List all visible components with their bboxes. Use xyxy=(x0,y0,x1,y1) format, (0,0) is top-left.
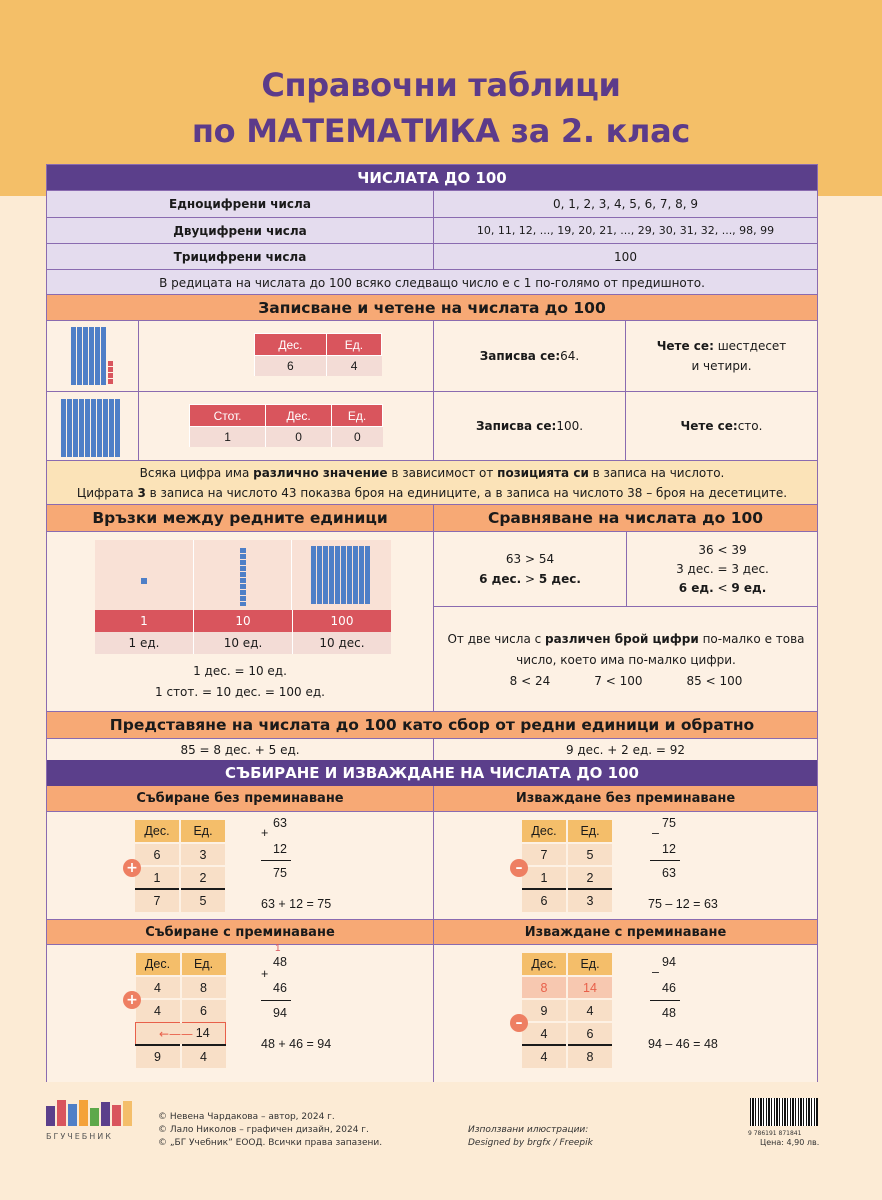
digit-table xyxy=(135,953,226,1068)
section-compare-header: Сравняване на числата до 100 xyxy=(433,504,817,531)
title-line2: по МАТЕМАТИКА за 2. клас xyxy=(191,112,691,150)
example: 8 < 24 xyxy=(509,674,551,688)
illustrations-credit xyxy=(468,1124,593,1150)
reference-sheet xyxy=(46,164,818,1082)
write-value: 100. xyxy=(556,419,584,433)
divider xyxy=(138,321,139,391)
t: различен брой цифри xyxy=(545,632,699,646)
col-header: Ед. xyxy=(181,953,226,976)
add-no-carry-title: Събиране без преминаване xyxy=(47,786,433,811)
plus-icon: + xyxy=(123,991,141,1009)
t: в записа на числото. xyxy=(588,465,725,480)
col-header: Дес. xyxy=(255,334,327,356)
unit-value: 10 дес. xyxy=(292,632,391,654)
units-panel xyxy=(47,531,433,711)
row-label: Двуцифрени числа xyxy=(47,217,433,243)
minus-sign: – xyxy=(652,965,659,979)
section-add-sub-header: СЪБИРАНЕ И ИЗВАЖДАНЕ НА ЧИСЛАТА ДО 100 xyxy=(47,760,817,786)
compare-cell-c xyxy=(434,606,818,712)
digit: 4 xyxy=(136,976,181,999)
digit: 9 xyxy=(136,1045,181,1068)
ill-line: Designed by brgfx / Freepik xyxy=(468,1138,593,1148)
column-number: 75 xyxy=(662,816,676,830)
column-number: 12 xyxy=(273,842,287,856)
ill-line: Използвани илюстрации: xyxy=(468,1125,589,1135)
divider xyxy=(193,540,194,610)
t: в зависимост от xyxy=(387,465,498,480)
t: От две числа с xyxy=(447,632,546,646)
col-header: Ед. xyxy=(326,334,381,356)
row-value: 100 xyxy=(433,243,817,269)
carry-arrow-icon: ←—— xyxy=(159,1027,194,1041)
column-number: 46 xyxy=(273,981,287,995)
digit: 0 xyxy=(266,427,332,447)
digit-table xyxy=(522,820,612,912)
section-units-header: Връзки между редните единици xyxy=(47,504,433,531)
section-writing-header: Записване и четене на числата до 100 xyxy=(47,294,817,320)
digit: 7 xyxy=(135,889,180,912)
hundred-flat xyxy=(311,546,371,604)
unit-value: 10 ед. xyxy=(193,632,292,654)
digit: 0 xyxy=(332,427,383,447)
ten-rods xyxy=(71,327,107,385)
digit: 7 xyxy=(522,843,567,866)
equation: 94 – 46 = 48 xyxy=(648,1037,718,1051)
digit: 4 xyxy=(326,356,381,376)
column-number: 63 xyxy=(273,816,287,830)
col-header: Ед. xyxy=(180,820,225,843)
column-number: 75 xyxy=(273,866,287,880)
column-number: 46 xyxy=(662,981,676,995)
units-equation: 1 стот. = 10 дес. = 100 ед. xyxy=(155,685,325,699)
digit: 8 xyxy=(522,976,567,999)
plus-icon: + xyxy=(123,859,141,877)
price: Цена: 4,90 лв. xyxy=(760,1138,820,1147)
credits xyxy=(158,1111,382,1150)
unit-cube xyxy=(141,578,147,584)
read-label: Чете се: xyxy=(656,339,714,353)
row-value: 10, 11, 12, ..., 19, 20, 21, ..., 29, 30, 31, 32, ..., 98, 99 xyxy=(433,217,817,243)
col-header: Дес. xyxy=(266,405,332,427)
barcode-number: 9 786191 871841 xyxy=(748,1130,802,1137)
unit-label: 100 xyxy=(292,610,391,632)
digit: 4 xyxy=(136,999,181,1022)
place-value-table xyxy=(189,404,383,447)
decompose-left: 85 = 8 дес. + 5 ед. xyxy=(47,738,433,760)
col-header: Стот. xyxy=(190,405,266,427)
read-cell xyxy=(625,391,817,461)
equation: 63 + 12 = 75 xyxy=(261,897,332,911)
digit: 4 xyxy=(181,1045,226,1068)
write-label: Записва се: xyxy=(475,419,557,433)
place-value-table xyxy=(254,333,382,376)
digit: 14 xyxy=(181,1022,226,1045)
section-decompose-header: Представяне на числата до 100 като сбор от редни единици и обратно xyxy=(47,711,817,738)
digit: 6 xyxy=(135,843,180,866)
t: Цифрата xyxy=(76,485,138,500)
digit: 9 xyxy=(522,999,567,1022)
row-value: 0, 1, 2, 3, 4, 5, 6, 7, 8, 9 xyxy=(433,191,817,217)
digit: 3 xyxy=(567,889,612,912)
digit: 6 xyxy=(567,1022,612,1045)
title-line1: Справочни таблици xyxy=(261,66,621,104)
plus-sign: + xyxy=(261,826,269,840)
publisher-logo-text: БГУЧЕБНИК xyxy=(46,1132,113,1141)
read-line xyxy=(657,336,787,356)
digit: 6 xyxy=(255,356,327,376)
add-no-carry-panel xyxy=(47,811,433,919)
units-values xyxy=(95,632,391,654)
t: < xyxy=(713,580,732,595)
compare-cell-a xyxy=(434,532,626,606)
digit: 6 xyxy=(522,889,567,912)
digit: 5 xyxy=(567,843,612,866)
compare-line: 63 > 54 xyxy=(505,552,555,566)
col-header: Дес. xyxy=(136,953,181,976)
col-header: Дес. xyxy=(522,953,567,976)
row-label: Едноцифрени числа xyxy=(169,197,311,211)
note-line2 xyxy=(77,483,787,503)
publisher-logo-icon xyxy=(46,1100,134,1126)
sub-borrow-panel xyxy=(433,944,817,1082)
digit: 4 xyxy=(522,1022,567,1045)
compare-panel xyxy=(433,531,817,711)
write-value: 64. xyxy=(560,349,580,363)
t: 6 дес. xyxy=(479,572,522,586)
digit: 5 xyxy=(180,889,225,912)
col-header: Ед. xyxy=(567,953,612,976)
ten-rod xyxy=(240,548,246,606)
blocks-100-image xyxy=(61,399,121,457)
writing-table xyxy=(47,320,817,460)
column-number: 94 xyxy=(273,1006,287,1020)
compare-line xyxy=(679,579,767,598)
t: различно значение xyxy=(253,465,388,480)
t: 3 xyxy=(137,485,146,500)
compare-cell-b xyxy=(626,532,818,606)
compare-line: число, което има по-малко цифри. xyxy=(516,653,736,667)
digit: 4 xyxy=(522,1045,567,1068)
example: 7 < 100 xyxy=(594,674,643,688)
digit-value-note xyxy=(47,460,817,504)
unit-cubes xyxy=(108,361,113,385)
t: позицията си xyxy=(497,465,589,480)
t: по-малко е това xyxy=(698,632,805,646)
t: Всяка цифра има xyxy=(139,465,254,480)
read-cell xyxy=(625,321,817,391)
numbers-table xyxy=(47,190,817,294)
digit-table xyxy=(522,953,612,1068)
barcode-icon xyxy=(750,1098,818,1126)
unit-value: 1 ед. xyxy=(128,636,160,650)
sub-no-borrow-title: Изваждане без преминаване xyxy=(433,786,817,811)
compare-line xyxy=(479,569,581,589)
digit: 1 xyxy=(522,866,567,889)
digit: 1 xyxy=(190,427,266,447)
sub-no-borrow-panel xyxy=(433,811,817,919)
digit: 2 xyxy=(567,866,612,889)
write-label: Записва се: xyxy=(479,349,561,363)
plus-sign: + xyxy=(261,967,269,981)
col-header: Ед. xyxy=(567,820,612,843)
units-labels xyxy=(95,610,391,632)
read-label: Чете се: xyxy=(680,419,738,433)
digit: 14 xyxy=(567,976,612,999)
column-number: 48 xyxy=(662,1006,676,1020)
t: 5 дес. xyxy=(538,572,581,586)
diff-line xyxy=(650,860,680,861)
read-value: и четири. xyxy=(691,359,752,373)
note-line1 xyxy=(140,463,725,483)
read-value: сто. xyxy=(737,419,763,433)
diff-line xyxy=(650,1000,680,1001)
column-number: 12 xyxy=(662,842,676,856)
t: в записа на числото 43 показва броя на единиците, а в записа на числото 38 – броя на десетиците. xyxy=(145,485,788,500)
add-carry-panel xyxy=(47,944,433,1082)
col-header: Ед. xyxy=(332,405,383,427)
divider xyxy=(138,391,139,461)
compare-line xyxy=(434,629,818,650)
digit: 2 xyxy=(180,866,225,889)
column-number: 63 xyxy=(662,866,676,880)
sub-borrow-title: Изваждане с преминаване xyxy=(433,919,817,944)
minus-sign: – xyxy=(652,826,659,840)
units-equation: 1 дес. = 10 ед. xyxy=(193,664,287,678)
credit-line: © Невена Чардакова – автор, 2024 г. xyxy=(158,1112,335,1122)
compare-line: 3 дес. = 3 дес. xyxy=(676,561,769,576)
units-images xyxy=(95,540,391,610)
t: 9 ед. xyxy=(731,580,767,595)
carry-digit: 1 xyxy=(275,943,281,954)
example: 85 < 100 xyxy=(686,674,743,688)
unit-label: 10 xyxy=(193,610,292,632)
digit: 1 xyxy=(135,866,180,889)
column-number: 48 xyxy=(273,955,287,969)
decompose-right: 9 дес. + 2 ед. = 92 xyxy=(433,738,817,760)
col-header: Дес. xyxy=(522,820,567,843)
divider xyxy=(291,540,292,610)
credit-line: © „БГ Учебник” ЕООД. Всички права запазени. xyxy=(158,1138,383,1148)
section-numbers-header: ЧИСЛАТА ДО 100 xyxy=(47,165,817,190)
unit-label: 1 xyxy=(140,614,148,628)
minus-icon: – xyxy=(510,1014,528,1032)
t: > xyxy=(521,572,539,586)
compare-line: 36 < 39 xyxy=(698,542,747,557)
write-cell xyxy=(433,321,625,391)
row-label: Трицифрени числа xyxy=(47,243,433,269)
column-number: 94 xyxy=(662,955,676,969)
t: 6 ед. xyxy=(678,580,714,595)
sum-line xyxy=(261,860,291,861)
digit: 4 xyxy=(567,999,612,1022)
equation: 75 – 12 = 63 xyxy=(648,897,718,911)
sum-line xyxy=(261,1000,291,1001)
read-value: шестдесет xyxy=(713,339,787,353)
add-carry-title: Събиране с преминаване xyxy=(47,919,433,944)
page-title xyxy=(0,62,882,154)
digit: 3 xyxy=(180,843,225,866)
minus-icon: – xyxy=(510,859,528,877)
numbers-note: В редицата на числата до 100 всяко следващо число е с 1 по-голямо от предишното. xyxy=(47,269,817,295)
col-header: Дес. xyxy=(135,820,180,843)
compare-examples xyxy=(434,671,818,692)
digit: 8 xyxy=(181,976,226,999)
blocks-64-image xyxy=(71,327,113,385)
write-cell xyxy=(433,391,625,461)
credit-line: © Лало Николов – графичен дизайн, 2024 г. xyxy=(158,1125,369,1135)
digit: 8 xyxy=(567,1045,612,1068)
equation: 48 + 46 = 94 xyxy=(261,1037,332,1051)
digit-table xyxy=(135,820,225,912)
digit: 6 xyxy=(181,999,226,1022)
